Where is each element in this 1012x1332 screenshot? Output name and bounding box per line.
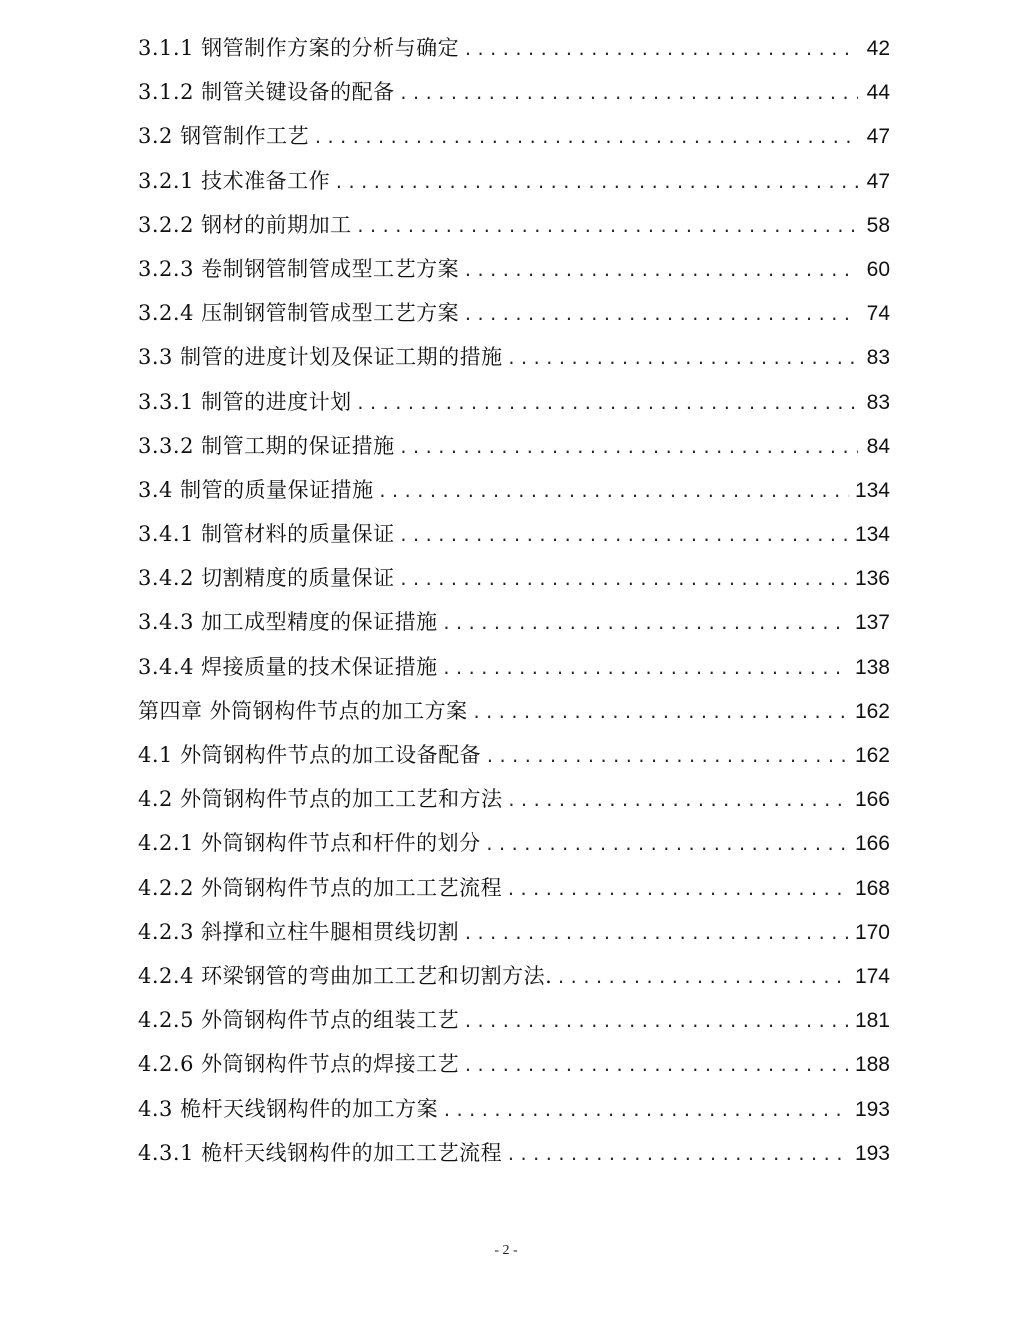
toc-entry[interactable] [138, 512, 890, 556]
toc-entry-title: 3.1.1 钢管制作方案的分析与确定 [138, 36, 460, 60]
toc-entry-title: 3.4.2 切割精度的质量保证 [138, 566, 395, 591]
toc-entry-page: 136 [854, 567, 890, 591]
toc-entry-page: 174 [854, 964, 890, 988]
toc-entry-title: 3.2 钢管制作工艺 [138, 124, 310, 149]
toc-entry-title: 3.2.4 压制钢管制管成型工艺方案 [138, 301, 460, 326]
toc-entry[interactable] [138, 777, 890, 821]
toc-entry-title: 4.2.4 环梁钢管的弯曲加工工艺和切割方法. [138, 963, 553, 988]
toc-dot-leader [485, 823, 849, 867]
toc-entry-title: 3.1.2 制管关键设备的配备 [138, 80, 395, 105]
toc-entry-title: 3.2.1 技术准备工作 [138, 168, 331, 193]
toc-dot-leader [442, 1089, 849, 1133]
toc-entry-page: 168 [854, 876, 890, 900]
toc-dot-leader [356, 205, 858, 249]
toc-entry-page: 137 [854, 611, 890, 635]
toc-entry-title: 4.2.5 外筒钢构件节点的组装工艺 [138, 1008, 460, 1033]
toc-dot-leader [334, 161, 858, 205]
toc-entry[interactable] [138, 1087, 890, 1131]
toc-dot-leader [463, 1000, 849, 1044]
toc-entry[interactable] [138, 998, 890, 1042]
toc-entry-page: 134 [854, 523, 890, 547]
toc-entry[interactable] [138, 821, 890, 865]
toc-entry-title: 3.4.3 加工成型精度的保证措施 [138, 610, 438, 635]
toc-dot-leader [485, 735, 849, 779]
toc-entry-title: 4.1 外筒钢构件节点的加工设备配备 [138, 743, 482, 767]
toc-entry-page: 42 [866, 37, 890, 60]
toc-entry-page: 44 [866, 81, 890, 105]
toc-entry[interactable] [138, 954, 890, 998]
toc-dot-leader [472, 691, 849, 735]
toc-dot-leader [442, 602, 849, 646]
toc-dot-leader [399, 426, 858, 470]
toc-dot-leader [463, 249, 858, 293]
toc-entry-page: 47 [866, 125, 890, 149]
toc-entry-page: 170 [854, 920, 890, 944]
toc-entry[interactable] [138, 159, 890, 203]
toc-entry[interactable] [138, 866, 890, 910]
toc-entry[interactable] [138, 468, 890, 512]
toc-entry-title: 4.3.1 桅杆天线钢构件的加工工艺流程 [138, 1140, 503, 1165]
toc-entry-page: 181 [854, 1009, 890, 1033]
toc-entry-title: 第四章 外筒钢构件节点的加工方案 [138, 698, 468, 723]
toc-entry-page: 47 [866, 169, 890, 193]
toc-entry-title: 3.3.1 制管的进度计划 [138, 389, 352, 414]
toc-entry[interactable] [138, 70, 890, 114]
toc-entry-page: 166 [854, 832, 890, 856]
toc-entry[interactable] [138, 203, 890, 247]
toc-dot-leader [442, 647, 849, 691]
toc-entry-page: 162 [854, 744, 890, 767]
toc-entry-page: 60 [866, 257, 890, 281]
toc-entry[interactable] [138, 733, 890, 777]
toc-entry-page: 193 [854, 1141, 890, 1165]
toc-dot-leader [463, 1044, 849, 1088]
toc-dot-leader [506, 868, 849, 912]
toc-entry-title: 4.3 桅杆天线钢构件的加工方案 [138, 1096, 439, 1121]
toc-entry-title: 4.2 外筒钢构件节点的加工工艺和方法 [138, 787, 503, 812]
toc-entry[interactable] [138, 291, 890, 335]
toc-dot-leader [463, 912, 849, 956]
toc-entry-title: 3.3 制管的进度计划及保证工期的措施 [138, 345, 503, 370]
toc-entry-page: 83 [866, 390, 890, 414]
toc-entry-title: 3.4.4 焊接质量的技术保证措施 [138, 654, 438, 679]
toc-dot-leader [313, 116, 858, 160]
toc-entry-title: 3.3.2 制管工期的保证措施 [138, 433, 395, 458]
toc-entry-page: 188 [854, 1053, 890, 1077]
toc-entry-page: 166 [854, 788, 890, 812]
toc-entry[interactable] [138, 380, 890, 424]
toc-dot-leader [378, 470, 849, 514]
toc-entry-title: 3.2.3 卷制钢管制管成型工艺方案 [138, 256, 460, 281]
toc-dot-leader [506, 1133, 849, 1177]
page-number: - 2 - [494, 1243, 518, 1258]
toc-entry[interactable] [138, 645, 890, 689]
toc-dot-leader [507, 337, 858, 381]
toc-dot-leader [399, 72, 858, 116]
toc-entry-page: 84 [866, 434, 890, 458]
toc-entry-page: 138 [854, 655, 890, 679]
table-of-contents [138, 26, 890, 1175]
toc-entry-title: 4.2.1 外筒钢构件节点和杆件的划分 [138, 831, 481, 856]
toc-entry-title: 4.2.6 外筒钢构件节点的焊接工艺 [138, 1052, 460, 1077]
toc-entry[interactable] [138, 424, 890, 468]
toc-entry[interactable] [138, 600, 890, 644]
toc-entry[interactable] [138, 556, 890, 600]
toc-dot-leader [507, 779, 849, 823]
toc-entry-page: 134 [854, 478, 890, 502]
toc-entry-title: 4.2.2 外筒钢构件节点的加工工艺流程 [138, 875, 503, 900]
toc-entry[interactable] [138, 1131, 890, 1175]
toc-entry-title: 3.4.1 制管材料的质量保证 [138, 522, 395, 547]
toc-entry-title: 3.4 制管的质量保证措施 [138, 477, 374, 502]
toc-entry-title: 3.2.2 钢材的前期加工 [138, 212, 352, 237]
toc-entry[interactable] [138, 689, 890, 733]
toc-entry-page: 162 [854, 699, 890, 723]
toc-entry-page: 83 [866, 346, 890, 370]
toc-entry[interactable] [138, 26, 890, 70]
toc-dot-leader [556, 956, 849, 1000]
toc-dot-leader [399, 558, 849, 602]
toc-dot-leader [399, 514, 849, 558]
toc-entry-title: 4.2.3 斜撑和立柱牛腿相贯线切割 [138, 919, 460, 944]
toc-dot-leader [463, 28, 858, 72]
toc-entry-page: 58 [866, 213, 890, 237]
toc-entry[interactable] [138, 114, 890, 158]
toc-entry[interactable] [138, 247, 890, 291]
toc-dot-leader [463, 293, 858, 337]
toc-entry-page: 193 [854, 1097, 890, 1121]
toc-entry[interactable] [138, 335, 890, 379]
toc-dot-leader [356, 382, 858, 426]
toc-entry[interactable] [138, 1042, 890, 1086]
toc-entry-page: 74 [866, 302, 890, 326]
toc-entry[interactable] [138, 910, 890, 954]
